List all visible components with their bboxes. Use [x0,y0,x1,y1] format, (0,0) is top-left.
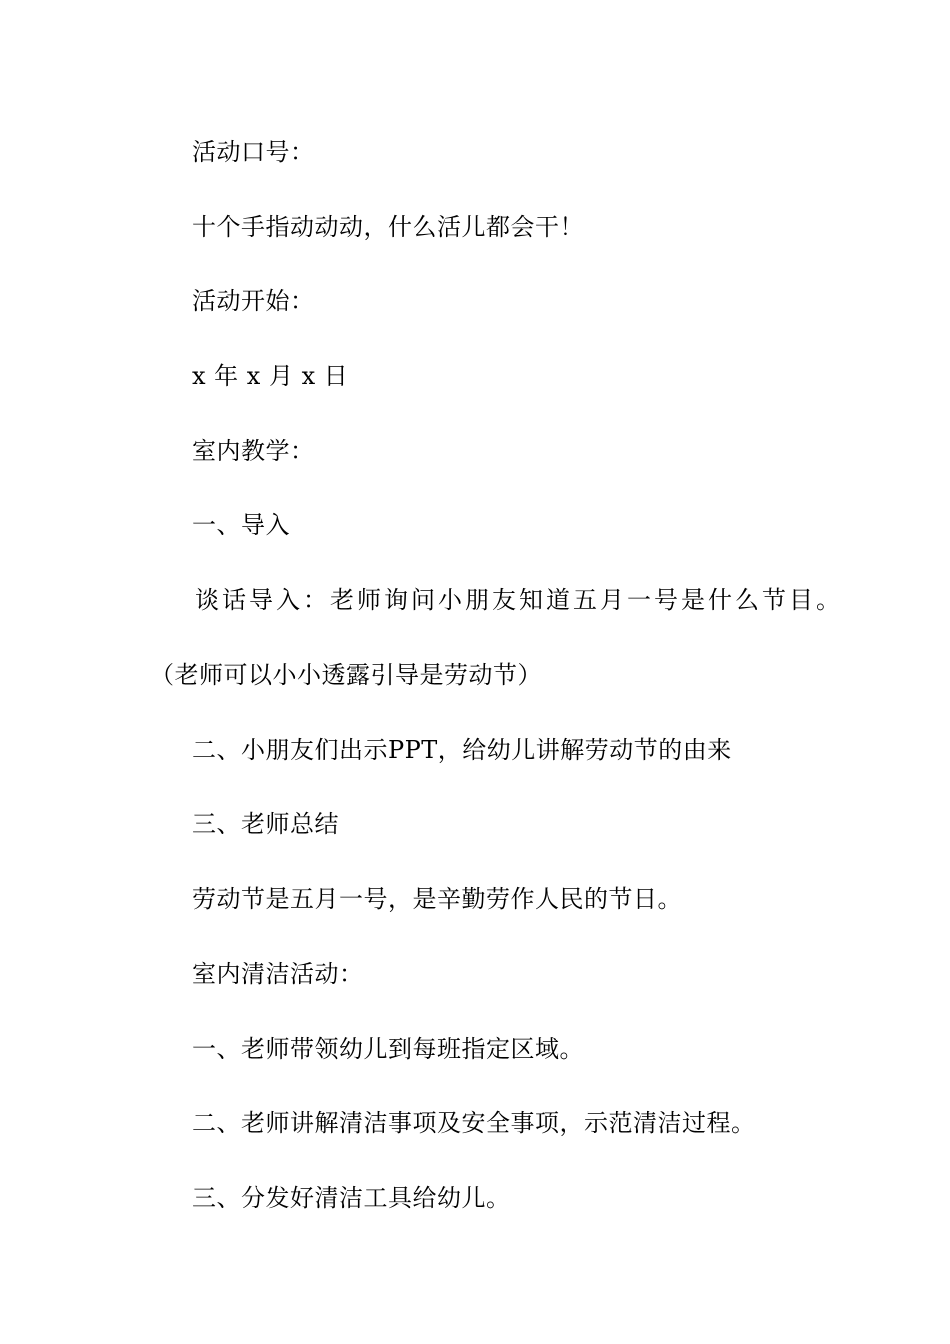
cleaning-step-1: 一、老师带领幼儿到每班指定区域。 [192,1035,584,1063]
step-ppt: 二、小朋友们出示PPT，给幼儿讲解劳动节的由来 [192,736,732,764]
indoor-teaching-heading: 室内教学： [192,437,315,465]
paragraph-conversation: 谈话导入：老师询问小朋友知道五月一号是什么节目。 [195,586,843,614]
paragraph-labor-day: 劳动节是五月一号，是辛勤劳作人民的节日。 [192,885,682,913]
paragraph-hint: （老师可以小小透露引导是劳动节） [150,661,542,689]
step-introduction: 一、导入 [192,511,290,539]
start-heading: 活动开始： [192,287,315,315]
start-date: x 年 x 月 x 日 [192,362,349,390]
step-summary: 三、老师总结 [192,810,339,838]
cleaning-step-3: 三、分发好清洁工具给幼儿。 [192,1184,511,1212]
slogan-text: 十个手指动动动，什么活儿都会干！ [192,213,584,241]
cleaning-step-2: 二、老师讲解清洁事项及安全事项，示范清洁过程。 [192,1109,756,1137]
cleaning-heading: 室内清洁活动： [192,960,364,988]
slogan-heading: 活动口号： [192,138,315,166]
